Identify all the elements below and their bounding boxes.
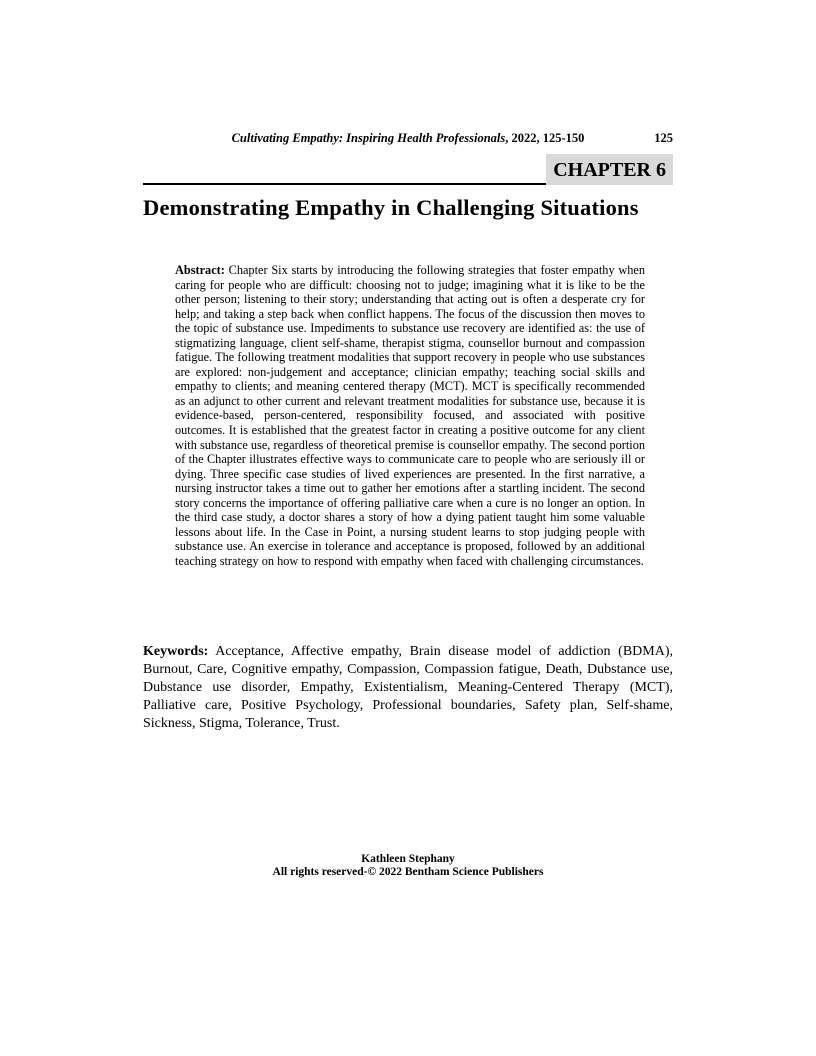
chapter-rule xyxy=(143,154,673,185)
running-head-issue-info: , 2022, 125-150 xyxy=(505,131,585,145)
keywords-label: Keywords: xyxy=(143,644,209,659)
keywords-paragraph xyxy=(143,643,673,733)
page-number: 125 xyxy=(654,131,673,145)
abstract-paragraph xyxy=(175,263,645,568)
page-footer xyxy=(0,853,816,879)
running-head-book-title: Cultivating Empathy: Inspiring Health Professionals xyxy=(231,131,506,145)
keywords-text: Acceptance, Affective empathy, Brain disease model of addiction (BDMA), Burnout, Care, Cognitive empathy, Compassion, Compassion fatigue, Death, Dubstance use, Dubstance use disorder, Empathy, Existentialism, Meaning-Centered Therapy (MCT), Palliative care, Positive Psychology, Professional boundaries, Safety plan, Self-shame, Sickness, Stigma, Tolerance, Trust. xyxy=(143,644,673,731)
chapter-title: Demonstrating Empathy in Challenging Situations xyxy=(143,195,639,220)
footer-rights: All rights reserved-© 2022 Bentham Science Publishers xyxy=(272,866,544,878)
running-head xyxy=(143,131,673,146)
abstract-text: Chapter Six starts by introducing the following strategies that foster empathy when caring for people who are difficult: choosing not to judge; imagining what it is like to be the other person; listening to their story; understanding that acting out is often a desperate cry for help; and taking a step back when conflict happens. The focus of the discussion then moves to the topic of substance use. Impediments to substance use recovery are identified as: the use of stigmatizing language, client self-shame, therapist stigma, counsellor burnout and compassion fatigue. The following treatment modalities that support recovery in people who use substances are explored: non-judgement and acceptance; clinician empathy; teaching social skills and empathy to clients; and meaning centered therapy (MCT). MCT is specifically recommended as an adjunct to other current and relevant treatment modalities for substance use, because it is evidence-based, person-centered, responsibility focused, and associated with positive outcomes. It is established that the greatest factor in creating a positive outcome for any client with substance use, regardless of theoretical premise is counsellor empathy. The second portion of the Chapter illustrates effective ways to communicate care to people who are seriously ill or dying. Three specific case studies of lived experiences are presented. In the first narrative, a nursing instructor takes a time out to gather her emotions after a startling incident. The second story concerns the importance of offering palliative care when a cure is no longer an option. In the third case study, a doctor shares a story of how a dying patient taught him some valuable lessons about life. In the Case in Point, a nursing student learns to stop judging people with substance use. An exercise in tolerance and acceptance is proposed, followed by an additional teaching strategy on how to respond with empathy when faced with challenging circumstances. xyxy=(175,263,645,568)
chapter-banner: CHAPTER 6 xyxy=(546,154,673,185)
abstract-label: Abstract: xyxy=(175,263,225,277)
footer-author: Kathleen Stephany xyxy=(361,853,455,865)
